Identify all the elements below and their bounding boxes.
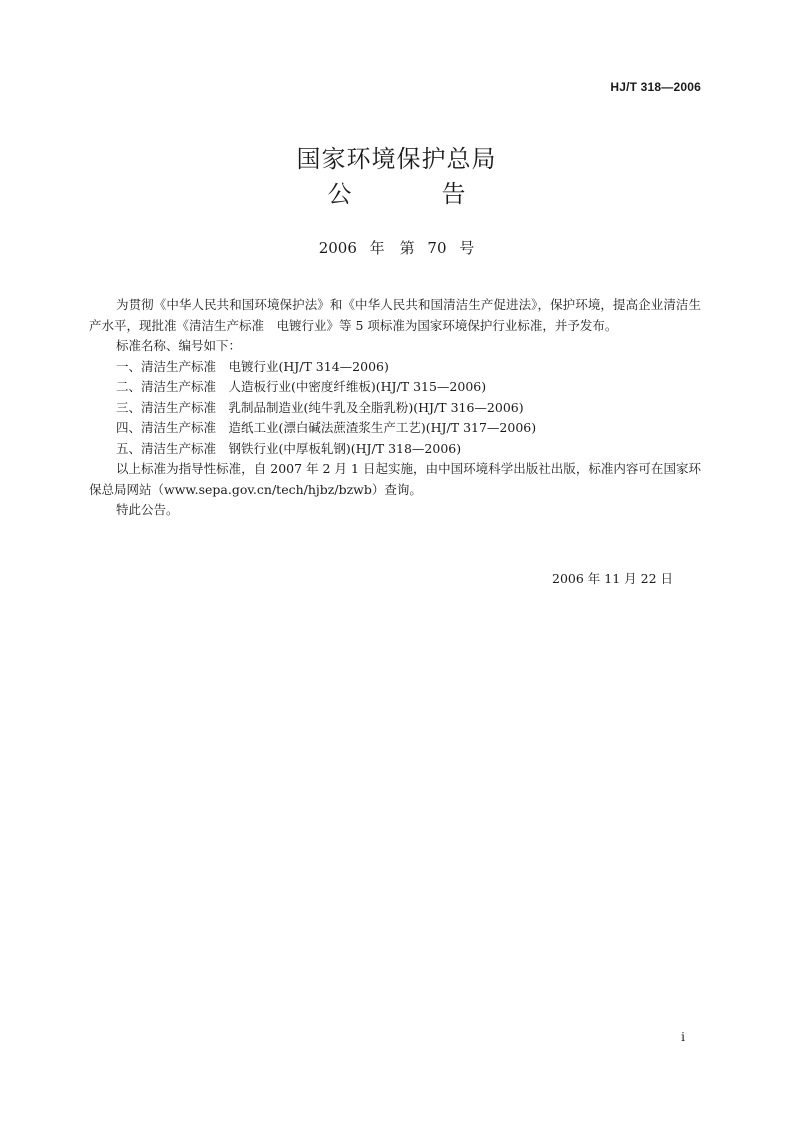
intro-paragraph: 为贯彻《中华人民共和国环境保护法》和《中华人民共和国清洁生产促进法》，保护环境，提高企业清洁生产水平，现批准《清洁生产标准 电镀行业》等 5 项标准为国家环境保护行业标准，并予发布。 <box>89 297 701 333</box>
implementation-paragraph: 以上标准为指导性标准，自 2007 年 2 月 1 日起实施，由中国环境科学出版社出版，标准内容可在国家环保总局网站（www.sepa.gov.cn/tech/hjbz/bzwb）查询。 <box>89 461 701 497</box>
list-item: 四、清洁生产标准 造纸工业(漂白碱法蔗渣浆生产工艺)(HJ/T 317—2006) <box>116 420 537 435</box>
announcement-heading-left: 公 <box>327 180 352 208</box>
list-item: 二、清洁生产标准 人造板行业(中密度纤维板)(HJ/T 315—2006) <box>116 379 487 394</box>
issue-number: 2006 年 第 70 号 <box>318 239 475 257</box>
list-item: 五、清洁生产标准 钢铁行业(中厚板轧钢)(HJ/T 318—2006) <box>116 440 462 456</box>
issuer-title: 国家环境保护总局 <box>296 145 497 173</box>
announcement-date: 2006 年 11 月 22 日 <box>552 571 673 586</box>
list-item: 一、清洁生产标准 电镀行业(HJ/T 314—2006) <box>116 358 389 374</box>
announcement-heading <box>0 178 793 210</box>
announcement-body <box>89 295 701 521</box>
closing-paragraph: 特此公告。 <box>116 502 179 517</box>
announcement-heading-right: 告 <box>441 180 466 208</box>
page-number: i <box>681 1030 685 1044</box>
standard-code: HJ/T 318—2006 <box>610 80 701 94</box>
list-item: 三、清洁生产标准 乳制品制造业(纯牛乳及全脂乳粉)(HJ/T 316—2006) <box>116 399 524 415</box>
list-heading: 标准名称、编号如下： <box>116 338 242 353</box>
